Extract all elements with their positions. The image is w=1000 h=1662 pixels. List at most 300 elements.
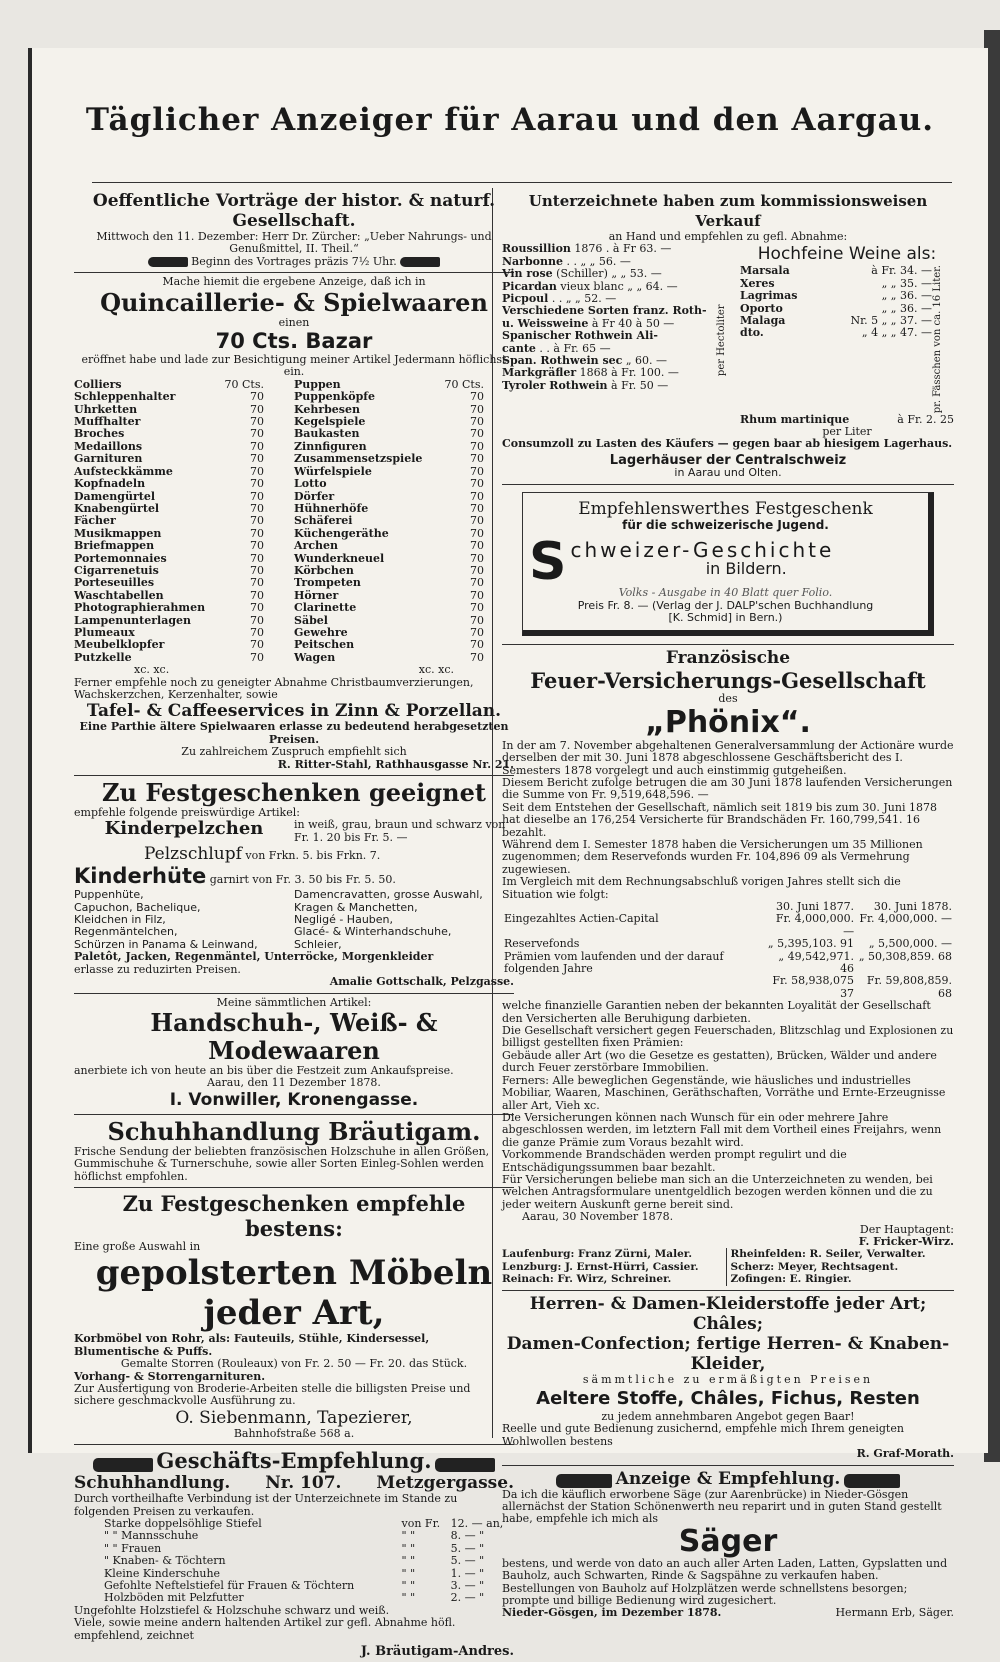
item-name: Cigarrenetuis bbox=[74, 563, 159, 577]
weine-list-right bbox=[740, 265, 932, 413]
quinc-einen: einen bbox=[278, 315, 310, 329]
sieben-intro: Eine große Auswahl in bbox=[74, 1239, 201, 1253]
pointing-hand-icon bbox=[435, 1458, 495, 1472]
wine-name: Verschiedene Sorten franz. Roth- bbox=[502, 304, 707, 318]
gesch-title: chweizer-Geschichte bbox=[570, 538, 835, 563]
item-price: 70 bbox=[250, 427, 264, 441]
list-item bbox=[74, 639, 294, 651]
item-price: 70 bbox=[250, 439, 264, 453]
item-price: 70 bbox=[250, 588, 264, 602]
pointing-hand-icon bbox=[93, 1458, 153, 1472]
item-name: Photographierahmen bbox=[74, 601, 206, 615]
item-price: 70 bbox=[470, 501, 484, 515]
phoenix-p11: Vorkommende Brandschäden werden prompt regulirt und die Entschädigungssummen baar bezahlt. bbox=[502, 1148, 847, 1174]
list-item bbox=[74, 478, 294, 490]
list-item bbox=[294, 478, 514, 490]
vortraege-title: Oeffentliche Vorträge der histor. & naturf. Gesellschaft. bbox=[92, 191, 496, 231]
item-name: Clarinette bbox=[294, 601, 357, 615]
item-price: 70 bbox=[250, 551, 264, 565]
fest-signature: Amalie Gottschalk, Pelzgasse. bbox=[329, 975, 514, 989]
weine-rhum-unit: per Liter bbox=[822, 425, 872, 439]
weine-signature: Lagerhäuser der Centralschweiz bbox=[609, 452, 847, 468]
price-value: 1. — " bbox=[450, 1566, 485, 1580]
morath-big: Aeltere Stoffe, Châles, Fichus, Resten bbox=[536, 1388, 920, 1410]
phoenix-col2: 30. Juni 1878. bbox=[873, 900, 952, 914]
item-price: 70 bbox=[250, 390, 264, 404]
wine-info: 1876 . à Fr 63. — bbox=[574, 242, 672, 256]
list-item: Kleidchen in Filz, bbox=[74, 913, 166, 927]
item-name: Broches bbox=[74, 427, 125, 441]
item-price: 70 bbox=[470, 439, 484, 453]
weine-rhum-price: à Fr. 2. 25 bbox=[897, 412, 954, 426]
phoenix-agent-label: Der Hauptagent: bbox=[859, 1222, 954, 1236]
gesch-initial: S bbox=[529, 532, 567, 593]
saeger-text1: Da ich die käuflich erworbene Säge (zur Aarenbrücke) in Nieder-Gösgen allernächst der Station Schönenwerth neu reparirt und in guten Stand gestellt habe, empfehle ich mich als bbox=[502, 1487, 942, 1526]
saeger-text2: bestens, und werde von dato an auch aller Arten Laden, Latten, Gypslatten und Bauholz, auch Schwarten, Rinde & Sagspähne zu verkaufen haben. Bestellungen von Bauholz auf Holzplätzen werde schnellstens besorgen; prompte und billige Bedienung wird zugesichert. bbox=[502, 1556, 948, 1608]
wine-price: „ „ 36. — bbox=[881, 289, 932, 303]
price-value: 5. — " bbox=[450, 1541, 485, 1555]
weine-title: Unterzeichnete haben zum kommissionsweisen Verkauf bbox=[528, 192, 928, 230]
schuh107-text: Durch vortheilhafte Verbindung ist der Unterzeichnete im Stande zu folgenden Preisen zu verkaufen. bbox=[74, 1492, 458, 1518]
item-name: Meubelklopfer bbox=[74, 638, 165, 652]
wine-name: Oporto bbox=[740, 301, 783, 315]
item-name: Plumeaux bbox=[74, 625, 135, 639]
item-name: Puppenköpfe bbox=[294, 390, 376, 404]
vortraege-line2: Beginn des Vortrages präzis 7½ Uhr. bbox=[191, 254, 397, 268]
phoenix-p12: Für Versicherungen beliebe man sich an die Unterzeichneten zu wenden, bei welchen Antragsformulare unentgeldlich bezogen werden können und die zu jeder weitern Auskunft gerne bereit sind. bbox=[502, 1172, 933, 1211]
ad-phoenix bbox=[502, 645, 954, 1290]
wine-name: Roussillion bbox=[502, 242, 571, 256]
fest-title: Zu Festgeschenken geeignet bbox=[102, 778, 486, 808]
weine-body bbox=[502, 243, 954, 438]
phoenix-title1: Französische bbox=[665, 648, 791, 669]
item-name: Briefmappen bbox=[74, 539, 155, 553]
item-name: Trompeten bbox=[294, 576, 361, 590]
item-price: 70 bbox=[470, 551, 484, 565]
quinc-further: Ferner empfehle noch zu geneigter Abnahme Christbaumverzierungen, Wachskerzchen, Kerzenhalter, sowie bbox=[74, 675, 474, 701]
quinc-title: Quincaillerie- & Spielwaaren bbox=[100, 287, 488, 317]
item-price: 70 bbox=[470, 613, 484, 627]
schuh107-note: Ungefohlte Holzstiefel & Holzschuhe schwarz und weiß. bbox=[74, 1603, 390, 1617]
fest-line: Paletôt, Jacken, Regenmäntel, Unterröcke, Morgenkleider bbox=[74, 950, 434, 964]
agent-entry: Reinach: Fr. Wirz, Schreiner. bbox=[502, 1273, 672, 1286]
row-label: Prämien vom laufenden und der darauf folgenden Jahre bbox=[504, 949, 724, 976]
item-name: Lampenunterlagen bbox=[74, 613, 192, 627]
schuh107-price-table bbox=[74, 1518, 514, 1605]
ad-geschichte bbox=[502, 485, 954, 646]
agent-entry: Lenzburg: J. Ernst-Hürri, Cassier. bbox=[502, 1260, 699, 1273]
list-item bbox=[294, 515, 514, 527]
price-von: " " bbox=[401, 1591, 416, 1605]
wine-name: Tyroler Rothwein bbox=[502, 378, 608, 392]
list-item: Damencravatten, grosse Auswahl, bbox=[294, 888, 483, 902]
list-item: Regenmäntelchen, bbox=[74, 925, 178, 939]
wine-name: Vin rose bbox=[502, 267, 553, 281]
quinc-signature: R. Ritter-Stahl, Rathhausgasse Nr. 21. bbox=[277, 757, 514, 771]
pointing-hand-icon bbox=[844, 1474, 900, 1488]
table-row bbox=[502, 938, 954, 950]
table-row bbox=[74, 1518, 514, 1530]
item-price: 70 bbox=[250, 563, 264, 577]
table-row bbox=[74, 1580, 514, 1592]
price-value: 3. — " bbox=[450, 1579, 485, 1593]
item-price: 70 bbox=[470, 452, 484, 466]
saeger-signature: Hermann Erb, Säger. bbox=[835, 1606, 954, 1620]
morath-line3: sämmtliche zu ermäßigten Preisen bbox=[582, 1372, 874, 1386]
price-value: 8. — " bbox=[450, 1529, 485, 1543]
list-item: Schleier, bbox=[294, 937, 342, 951]
saeger-big: Säger bbox=[678, 1523, 778, 1559]
wine-info: 1868 à Fr. 100. — bbox=[579, 366, 679, 380]
item-name: Säbel bbox=[294, 613, 328, 627]
item-name: Garnituren bbox=[74, 452, 143, 466]
row-label: Eingezahltes Actien-Capital bbox=[504, 912, 659, 926]
item-name: Porteseuilles bbox=[74, 576, 155, 590]
price-item: Gefohlte Neftelstiefel für Frauen & Töchtern bbox=[104, 1579, 355, 1593]
wine-info: à Fr. 50 — bbox=[611, 378, 669, 392]
quinc-partie: Eine Parthie ältere Spielwaaren erlasse zu bedeutend herabgesetzten Preisen. bbox=[79, 720, 509, 746]
item-name: Portemonnaies bbox=[74, 551, 167, 565]
ad-schuh107 bbox=[74, 1445, 514, 1662]
item-price: 70 bbox=[470, 650, 484, 664]
item-name: Körbchen bbox=[294, 563, 354, 577]
ad-braeutigam bbox=[74, 1115, 514, 1188]
price-item: Kleine Kinderschuhe bbox=[104, 1566, 221, 1580]
price-item: " " Frauen bbox=[104, 1541, 162, 1555]
price-item: " Knaben- & Töchtern bbox=[104, 1554, 226, 1568]
pointing-hand-icon bbox=[148, 257, 188, 267]
ad-morath bbox=[502, 1291, 954, 1466]
price-value: 5. — " bbox=[450, 1554, 485, 1568]
wine-name: Xeres bbox=[740, 276, 775, 290]
weine-right-inner bbox=[740, 265, 954, 413]
value-1878: Fr. 59,808,859. 68 bbox=[866, 974, 952, 1000]
price-von: von Fr. bbox=[401, 1517, 441, 1530]
value-1878: „ 5,500,000. — bbox=[868, 937, 952, 951]
vonwiller-title: Handschuh-, Weiß- & Modewaaren bbox=[150, 1007, 438, 1065]
list-item bbox=[74, 391, 294, 403]
item-name: Aufsteckkämme bbox=[74, 464, 173, 478]
item-name: Uhrketten bbox=[74, 402, 138, 416]
gesch-edition: Volks - Ausgabe in 40 Blatt quer Folio. bbox=[618, 586, 833, 600]
price-von: " " bbox=[401, 1541, 416, 1555]
phoenix-p10: Die Versicherungen können nach Wunsch für ein oder mehrere Jahre abgeschlossen werden, im letztern Fall mit dem Vortheil eines Freijahrs, wenn die ganze Prämie zum Voraus bezahlt wird. bbox=[502, 1110, 942, 1149]
morath-line2: Damen-Confection; fertige Herren- & Knaben-Kleider, bbox=[506, 1333, 950, 1374]
morath-signature: R. Graf-Morath. bbox=[856, 1447, 954, 1461]
price-von: " " bbox=[401, 1529, 416, 1543]
phoenix-agents bbox=[502, 1248, 954, 1285]
list-item: Glacé- & Winterhandschuhe, bbox=[294, 925, 452, 939]
table-row bbox=[74, 1592, 514, 1604]
fest-item1: Kinderpelzchen bbox=[104, 818, 264, 840]
list-item: Schürzen in Panama & Leinwand, bbox=[74, 937, 258, 951]
list-item: Capuchon, Bachelique, bbox=[74, 900, 201, 914]
item-price: 70 bbox=[250, 452, 264, 466]
list-item: Puppenhüte, bbox=[74, 888, 144, 902]
item-price: 70 bbox=[250, 415, 264, 429]
item-price: 70 bbox=[470, 402, 484, 416]
wine-name: Lagrimas bbox=[740, 289, 798, 303]
quinc-etc: xc. xc. bbox=[418, 663, 454, 677]
list-item bbox=[74, 515, 294, 527]
ad-vortraege bbox=[74, 188, 514, 273]
quinc-text: eröffnet habe und lade zur Besichtigung meiner Artikel Jedermann höflichst ein. bbox=[81, 353, 507, 379]
schuh107-sub-right: Metzgergasse. bbox=[376, 1473, 514, 1494]
value-1877: Fr. 58,938,075 37 bbox=[772, 974, 855, 1000]
phoenix-p7: Die Gesellschaft versichert gegen Feuerschaden, Blitzschlag und Explosionen zu billigst gestellten fixen Prämien: bbox=[502, 1024, 954, 1050]
phoenix-des: des bbox=[718, 692, 738, 706]
saeger-footer bbox=[502, 1607, 954, 1619]
wine-info: . . „ „ 52. — bbox=[551, 292, 617, 306]
fest-item3-desc: garnirt von Fr. 3. 50 bis Fr. 5. 50. bbox=[209, 873, 396, 887]
wine-name: Span. Rothwein sec bbox=[502, 354, 623, 368]
masthead: Täglicher Anzeiger für Aarau und den Aargau. bbox=[85, 102, 935, 138]
phoenix-p3: Seit dem Entstehen der Gesellschaft, nämlich seit 1819 bis zum 30. Juni 1878 hat dieselbe an 176,254 Versicherte für Brandschäden Fr. 160,799,541. 16 bezahlt. bbox=[502, 800, 937, 839]
value-1877: Fr. 4,000,000. — bbox=[775, 912, 855, 938]
schuh107-title-row bbox=[74, 1448, 514, 1473]
weine-subtitle: an Hand und empfehlen zu gefl. Abnahme: bbox=[608, 230, 848, 243]
value-1877: „ 5,395,103. 91 bbox=[767, 937, 855, 951]
vonwiller-signature: I. Vonwiller, Kronengasse. bbox=[169, 1089, 419, 1110]
phoenix-p6: welche finanzielle Garantien neben der bekannten Loyalität der Gesellschaft den Versicherten alle Beruhigung darbieten. bbox=[502, 999, 931, 1025]
item-name: Würfelspiele bbox=[294, 464, 372, 478]
item-price: 70 bbox=[470, 625, 484, 639]
gesch-price: Preis Fr. 8. — (Verlag der J. DALP'schen Buchhandlung bbox=[577, 598, 874, 612]
gesch-line1: Empfehlenswerthes Festgeschenk bbox=[578, 498, 873, 519]
morath-text: Reelle und gute Bedienung zusichernd, empfehle mich Ihrem geneigten Wohlwollen bestens bbox=[502, 1422, 904, 1448]
item-price: 70 bbox=[470, 588, 484, 602]
wine-name: cante bbox=[502, 341, 536, 355]
item-price: 70 bbox=[470, 514, 484, 528]
saeger-title: Anzeige & Empfehlung. bbox=[615, 1468, 841, 1489]
morath-line4: zu jedem annehmbaren Angebot gegen Baar! bbox=[601, 1410, 855, 1424]
item-price: 70 bbox=[250, 650, 264, 664]
list-item bbox=[294, 391, 514, 403]
item-name: Wunderkneuel bbox=[294, 551, 385, 565]
item-price: 70 bbox=[470, 539, 484, 553]
table-row bbox=[74, 1543, 514, 1555]
item-price: 70 bbox=[250, 601, 264, 615]
quinc-etc: xc. xc. bbox=[134, 663, 170, 677]
quinc-items-right bbox=[294, 379, 514, 664]
quinc-services: Tafel- & Caffeeservices in Zinn & Porzellan. bbox=[86, 701, 502, 722]
fest-item1-row bbox=[74, 819, 514, 844]
row-label bbox=[502, 975, 761, 1000]
agent-entry: Zofingen: E. Ringier. bbox=[730, 1273, 852, 1286]
list-item: Kragen & Manchetten, bbox=[294, 900, 418, 914]
item-name: Damengürtel bbox=[74, 489, 156, 503]
item-name: Lotto bbox=[294, 477, 327, 491]
phoenix-agents-right bbox=[727, 1248, 955, 1285]
schuh107-signature: J. Bräutigam-Andres. bbox=[360, 1644, 514, 1660]
schuh107-title: Geschäfts-Empfehlung. bbox=[156, 1448, 432, 1474]
sieben-title: Zu Festgeschenken empfehle bestens: bbox=[122, 1190, 466, 1241]
item-price: 70 bbox=[250, 613, 264, 627]
value-1878: Fr. 4,000,000. — bbox=[859, 912, 952, 926]
weine-hochfeine: Hochfeine Weine als: bbox=[757, 244, 937, 265]
sieben-address: Bahnhofstraße 568 a. bbox=[233, 1426, 355, 1440]
table-row bbox=[502, 975, 954, 1000]
phoenix-agent: F. Fricker-Wirz. bbox=[858, 1234, 954, 1248]
price-item: Holzböden mit Pelzfutter bbox=[104, 1591, 244, 1605]
list-item bbox=[294, 639, 514, 651]
list-item bbox=[294, 602, 514, 614]
price-value: 2. — " bbox=[450, 1591, 485, 1605]
item-price: 70 bbox=[470, 489, 484, 503]
quinc-item-grid bbox=[74, 379, 514, 664]
schuh107-sub-mid: Nr. 107. bbox=[265, 1473, 342, 1494]
phoenix-col1: 30. Juni 1877. bbox=[775, 900, 855, 914]
wine-name: Markgräfler bbox=[502, 366, 577, 380]
item-name: Kopfnadeln bbox=[74, 477, 146, 491]
quinc-etc-row bbox=[74, 664, 514, 676]
item-price: 70 bbox=[470, 464, 484, 478]
item-name: Gewehre bbox=[294, 625, 348, 639]
item-price: 70 bbox=[250, 539, 264, 553]
gesch-price2: [K. Schmid] in Bern.) bbox=[668, 610, 783, 624]
phoenix-p2: Diesem Bericht zufolge betrugen die am 30 Juni 1878 laufenden Versicherungen die Summe von Fr. 9,519,648,596. — bbox=[502, 775, 953, 802]
item-price: 70 bbox=[250, 625, 264, 639]
table-row bbox=[74, 1568, 514, 1580]
phoenix-agents-left bbox=[502, 1248, 727, 1285]
item-price: 70 bbox=[250, 526, 264, 540]
item-price: 70 bbox=[470, 638, 484, 652]
sieben-line4: Zur Ausfertigung von Broderie-Arbeiten stelle die billigsten Preise und sichere geschmackvolle Ausführung zu. bbox=[74, 1381, 471, 1408]
list-item bbox=[74, 540, 294, 552]
wine-name: Picardan bbox=[502, 279, 557, 293]
gesch-sub: in Bildern. bbox=[705, 559, 787, 579]
wine-info: . . „ „ 56. — bbox=[566, 254, 631, 268]
braeutigam-title: Schuhhandlung Bräutigam. bbox=[107, 1116, 481, 1146]
item-name: Colliers bbox=[74, 377, 122, 391]
item-name: Kehrbesen bbox=[294, 402, 360, 416]
schuh107-sub bbox=[74, 1473, 514, 1493]
sieben-line3: Vorhang- & Storrengarnituren. bbox=[74, 1369, 266, 1383]
fest-line2: erlasse zu reduzirten Preisen. bbox=[74, 962, 241, 976]
fest-list-right bbox=[294, 889, 514, 951]
left-column bbox=[74, 188, 514, 1662]
quinc-items-left bbox=[74, 379, 294, 664]
wine-name: u. Weissweine bbox=[502, 316, 589, 330]
price-von: " " bbox=[401, 1554, 416, 1568]
phoenix-table bbox=[502, 901, 954, 1000]
list-item bbox=[740, 290, 932, 302]
fest-item3-row bbox=[74, 864, 514, 889]
list-item bbox=[294, 540, 514, 552]
item-price: 70 bbox=[470, 390, 484, 404]
item-name: Küchengeräthe bbox=[294, 526, 389, 540]
phoenix-p1: In der am 7. November abgehaltenen Generalversammlung der Actionäre wurde derselben der mit 30. Juni 1878 abgeschlossene Geschäftsbericht des I. Semesters 1878 vorgelegt und auch einstimmig gutgeheißen. bbox=[502, 738, 954, 777]
item-price: 70 bbox=[250, 477, 264, 491]
ad-saeger bbox=[502, 1466, 954, 1620]
price-von: " " bbox=[401, 1579, 416, 1593]
weine-rhum: Rhum martinique bbox=[740, 412, 850, 426]
value-1878: „ 50,308,859. 68 bbox=[858, 949, 952, 963]
list-item bbox=[294, 453, 514, 465]
pointing-hand-icon bbox=[400, 257, 440, 267]
item-price: 70 bbox=[470, 563, 484, 577]
pointing-hand-icon bbox=[556, 1474, 612, 1488]
gesch-line2: für die schweizerische Jugend. bbox=[622, 517, 829, 532]
wine-name: Narbonne bbox=[502, 254, 563, 268]
ad-siebenmann bbox=[74, 1188, 514, 1445]
item-name: Zusammensetzspiele bbox=[294, 452, 423, 466]
list-item bbox=[74, 652, 294, 664]
item-price: 70 bbox=[470, 576, 484, 590]
vortraege-line1: Mittwoch den 11. Dezember: Herr Dr. Zürcher: „Ueber Nahrungs- und Genußmittel, II. Theil.“ bbox=[96, 230, 492, 256]
fest-lists bbox=[74, 889, 514, 951]
item-price: 70 bbox=[470, 477, 484, 491]
item-price: 70 bbox=[250, 402, 264, 416]
fest-item1-desc: in weiß, grau, braun und schwarz von Fr. 1. 20 bis Fr. 5. — bbox=[294, 818, 506, 844]
phoenix-p5: Im Vergleich mit dem Rechnungsabschluß vorigen Jahres stellt sich die Situation wie folgt: bbox=[502, 875, 901, 901]
vonwiller-intro: Meine sämmtlichen Artikel: bbox=[216, 995, 372, 1009]
item-name: Kegelspiele bbox=[294, 415, 366, 429]
item-price: 70 bbox=[470, 427, 484, 441]
schuh107-closing: Viele, sowie meine andern haltenden Artikel zur gefl. Abnahme höfl. empfehlend, zeichnet bbox=[74, 1616, 456, 1642]
phoenix-p4: Während dem I. Semester 1878 haben die Versicherungen um 35 Millionen zugenommen; dem Reservefonds wurden Fr. 104,896 09 als Vermehrung zugewiesen. bbox=[502, 837, 923, 876]
price-item: Starke doppelsöhlige Stiefel bbox=[104, 1517, 262, 1530]
price-von: " " bbox=[401, 1566, 416, 1580]
masthead-rule bbox=[92, 182, 952, 183]
item-name: Puppen bbox=[294, 377, 341, 391]
list-item bbox=[740, 265, 932, 277]
item-name: Hörner bbox=[294, 588, 339, 602]
fest-item2-row bbox=[74, 844, 514, 864]
geschichte-box bbox=[522, 492, 934, 637]
value-1877: „ 49,542,971. 46 bbox=[778, 949, 855, 976]
agent-entry: Laufenburg: Franz Zürni, Maler. bbox=[502, 1248, 692, 1261]
phoenix-title2: Feuer-Versicherungs-Gesellschaft bbox=[530, 668, 926, 694]
weine-per-hl: per Hectoliter bbox=[716, 305, 727, 377]
item-name: Wagen bbox=[294, 650, 336, 664]
item-name: Baukasten bbox=[294, 427, 360, 441]
phoenix-p8: Gebäude aller Art (wo die Gesetze es gestatten), Brücken, Wälder und andere durch Feuer zerstörbare Immobilien. bbox=[502, 1048, 937, 1075]
item-name: Dörfer bbox=[294, 489, 335, 503]
sieben-line2: Gemalte Storren (Rouleaux) von Fr. 2. 50 — Fr. 20. das Stück. bbox=[120, 1357, 468, 1371]
ad-festgeschenke bbox=[74, 776, 514, 993]
sieben-line1: Korbmöbel von Rohr, als: Fauteuils, Stühle, Kindersessel, Blumentische & Puffs. bbox=[74, 1332, 430, 1358]
weine-place: in Aarau und Olten. bbox=[674, 466, 782, 480]
wine-price: „ „ 36. — bbox=[881, 301, 932, 315]
phoenix-name: „Phönix“. bbox=[645, 704, 811, 740]
fest-intro: empfehle folgende preiswürdige Artikel: bbox=[74, 806, 300, 820]
schuh107-sub-left: Schuhhandlung. bbox=[74, 1473, 231, 1494]
sieben-big: gepolsterten Möbeln jeder Art, bbox=[95, 1253, 493, 1334]
sieben-signature: O. Siebenmann, Tapezierer, bbox=[175, 1407, 413, 1428]
row-label: Reservefonds bbox=[504, 937, 580, 951]
list-item bbox=[74, 428, 294, 440]
item-name: Archen bbox=[294, 539, 339, 553]
list-item bbox=[74, 453, 294, 465]
item-name: Peitschen bbox=[294, 638, 355, 652]
wine-name: Spanischer Rothwein Ali- bbox=[502, 329, 658, 343]
agent-entry: Scherz: Meyer, Rechtsagent. bbox=[730, 1260, 899, 1273]
item-price: 70 bbox=[470, 526, 484, 540]
item-name: Muffhalter bbox=[74, 415, 141, 429]
morath-line1: Herren- & Damen-Kleiderstoffe jeder Art; Châles; bbox=[529, 1293, 927, 1334]
ad-quincaillerie bbox=[74, 273, 514, 776]
wine-name: Picpoul bbox=[502, 292, 549, 306]
vonwiller-date: Aarau, den 11 Dezember 1878. bbox=[207, 1076, 381, 1090]
wine-price: à Fr. 34. — bbox=[871, 264, 932, 278]
item-name: Schleppenhalter bbox=[74, 390, 176, 404]
item-name: Medaillons bbox=[74, 439, 143, 453]
vortraege-line2-wrap bbox=[74, 256, 514, 268]
table-row bbox=[74, 1555, 514, 1567]
item-price: 70 Cts. bbox=[444, 377, 484, 391]
item-name: Schäferei bbox=[294, 514, 353, 528]
